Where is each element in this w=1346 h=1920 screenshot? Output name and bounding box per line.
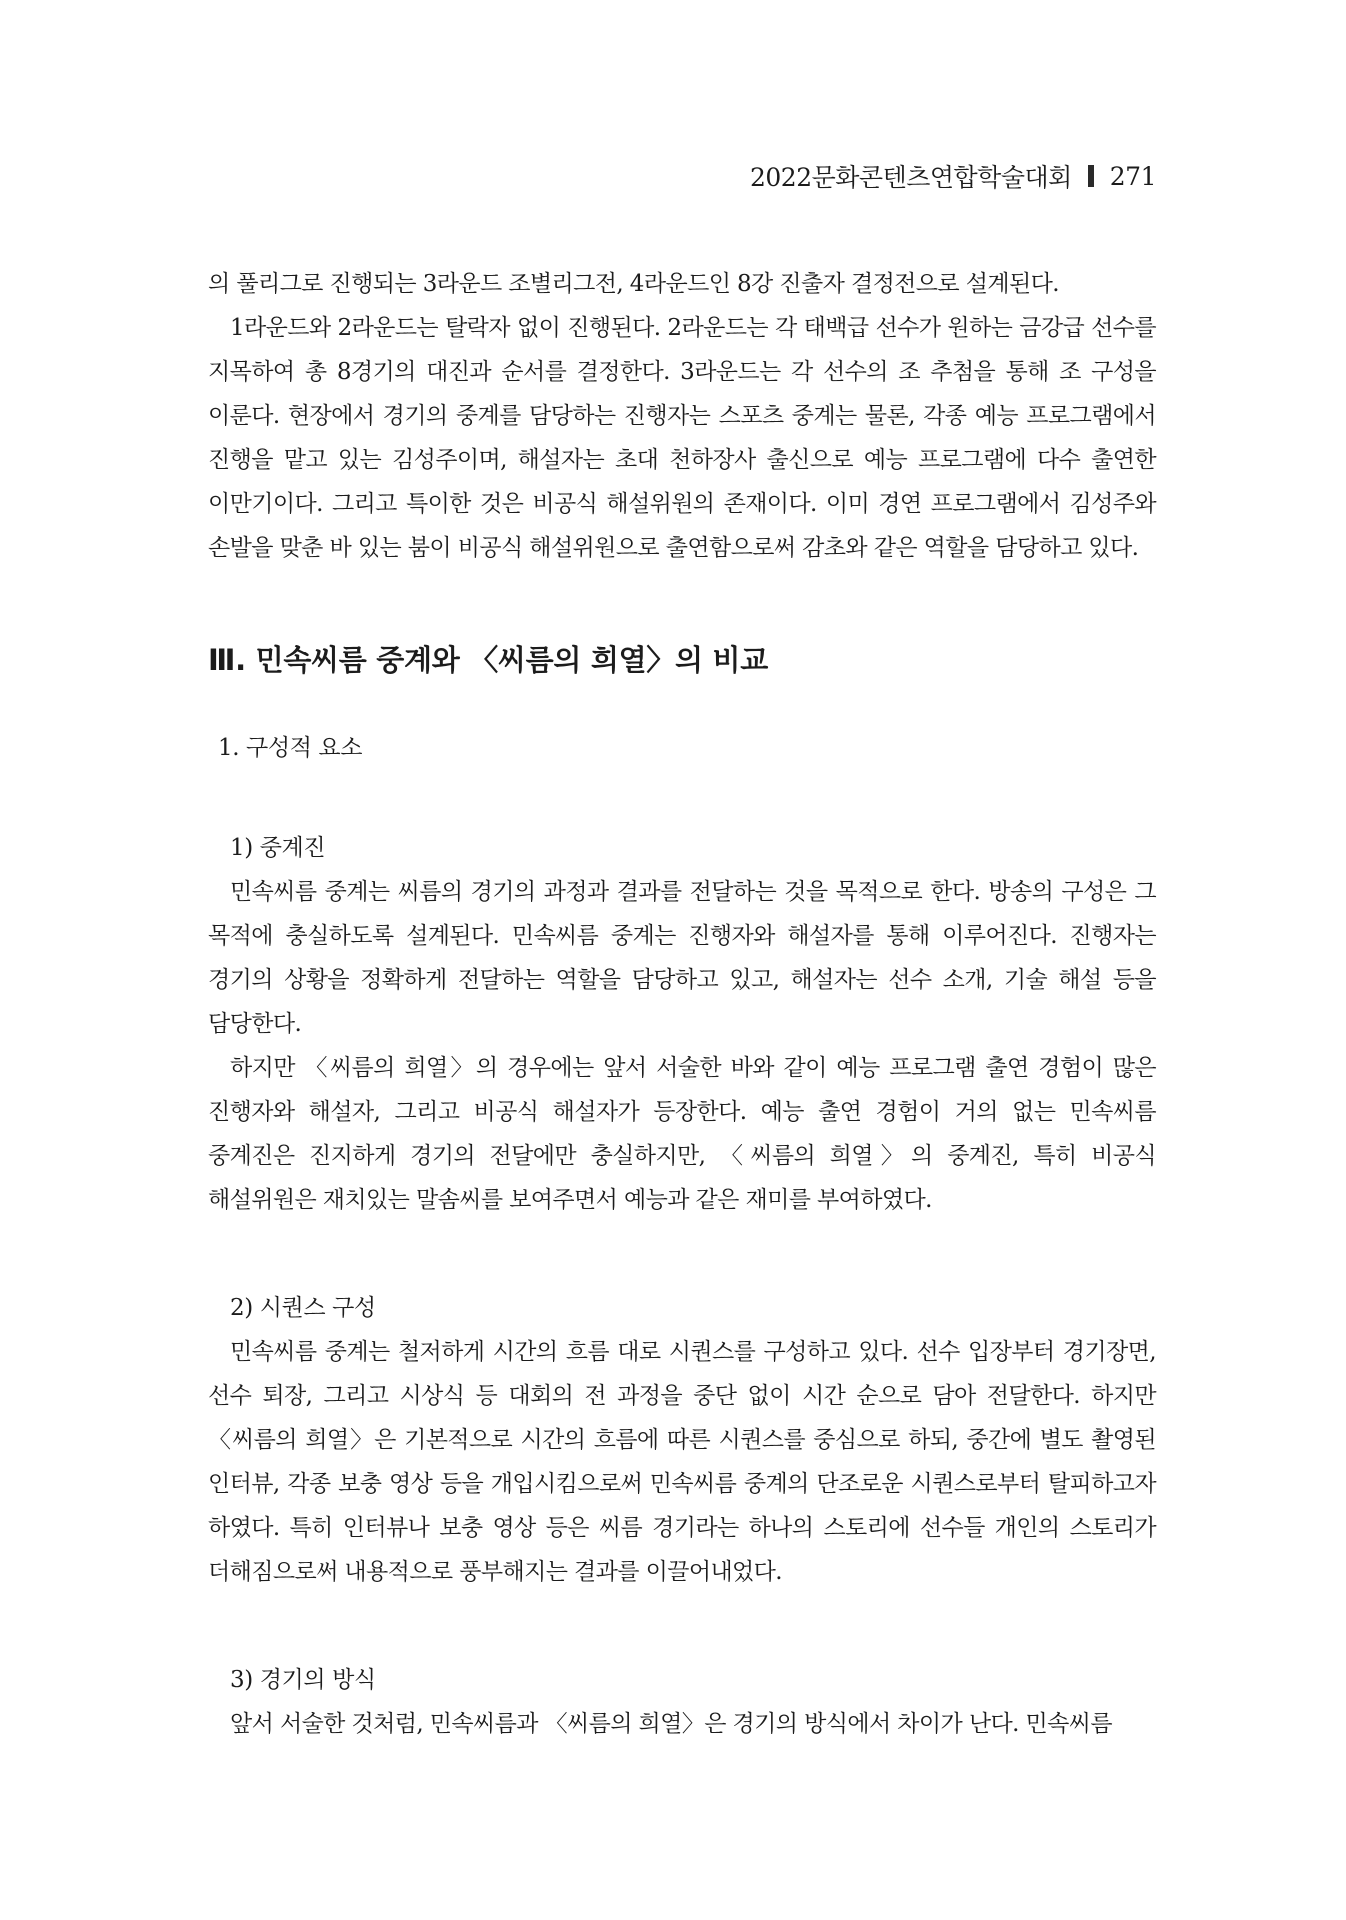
page-number: 271: [1109, 161, 1156, 191]
body-paragraph: 민속씨름 중계는 철저하게 시간의 흐름 대로 시퀀스를 구성하고 있다. 선수 입장부터 경기장면, 선수 퇴장, 그리고 시상식 등 대회의 전 과정을 중단 없이 시간 순으로 담아 전달한다. 하지만 〈씨름의 희열〉은 기본적으로 시간의 흐름에 따른 시퀀스를 중심으로 하되, 중간에 별도 촬영된 인터뷰, 각종 보충 영상 등을 개입시킴으로써 민속씨름 중계의 단조로운 시퀀스로부터 탈피하고자 하였다. 특히 인터뷰나 보충 영상 등은 씨름 경기라는 하나의 스토리에 선수들 개인의 스토리가 더해짐으로써 내용적으로 풍부해지는 결과를 이끌어내었다.: [208, 1339, 1156, 1585]
subsub-heading-broadcast-crew: 1) 중계진: [230, 835, 326, 861]
page-body: [208, 262, 1156, 1746]
intro-paragraph-continued: 의 풀리그로 진행되는 3라운드 조별리그전, 4라운드인 8강 진출자 결정전으로 설계된다.: [208, 271, 1059, 297]
body-paragraph: 하지만 〈씨름의 희열〉의 경우에는 앞서 서술한 바와 같이 예능 프로그램 출연 경험이 많은 진행자와 해설자, 그리고 비공식 해설자가 등장한다. 예능 출연 경험이 거의 없는 민속씨름 중계진은 진지하게 경기의 전달에만 충실하지만, 〈씨름의 희열〉의 중계진, 특히 비공식 해설위원은 재치있는 말솜씨를 보여주면서 예능과 같은 재미를 부여하였다.: [208, 1055, 1156, 1213]
conference-title: 2022문화콘텐츠연합학술대회: [750, 163, 1072, 192]
subsection-title: 1. 구성적 요소: [218, 735, 363, 761]
subsub-heading-match-format: 3) 경기의 방식: [230, 1667, 376, 1693]
header-divider-bar: [1088, 165, 1094, 187]
running-header: [750, 158, 1156, 194]
subsub-heading-sequence: 2) 시퀀스 구성: [230, 1295, 376, 1321]
intro-paragraph: 1라운드와 2라운드는 탈락자 없이 진행된다. 2라운드는 각 태백급 선수가 원하는 금강급 선수를 지목하여 총 8경기의 대진과 순서를 결정한다. 3라운드는 각 선수의 조 추첨을 통해 조 구성을 이룬다. 현장에서 경기의 중계를 담당하는 진행자는 스포츠 중계는 물론, 각종 예능 프로그램에서 진행을 맡고 있는 김성주이며, 해설자는 초대 천하장사 출신으로 예능 프로그램에 다수 출연한 이만기이다. 그리고 특이한 것은 비공식 해설위원의 존재이다. 이미 경연 프로그램에서 김성주와 손발을 맞춘 바 있는 붐이 비공식 해설위원으로 출연함으로써 감초와 같은 역할을 담당하고 있다.: [208, 315, 1156, 561]
body-paragraph: 앞서 서술한 것처럼, 민속씨름과 〈씨름의 희열〉은 경기의 방식에서 차이가 난다. 민속씨름: [230, 1711, 1112, 1737]
section-title: Ⅲ. 민속씨름 중계와 〈씨름의 희열〉의 비교: [208, 643, 768, 677]
body-paragraph: 민속씨름 중계는 씨름의 경기의 과정과 결과를 전달하는 것을 목적으로 한다. 방송의 구성은 그 목적에 충실하도록 설계된다. 민속씨름 중계는 진행자와 해설자를 통해 이루어진다. 진행자는 경기의 상황을 정확하게 전달하는 역할을 담당하고 있고, 해설자는 선수 소개, 기술 해설 등을 담당한다.: [208, 879, 1156, 1037]
